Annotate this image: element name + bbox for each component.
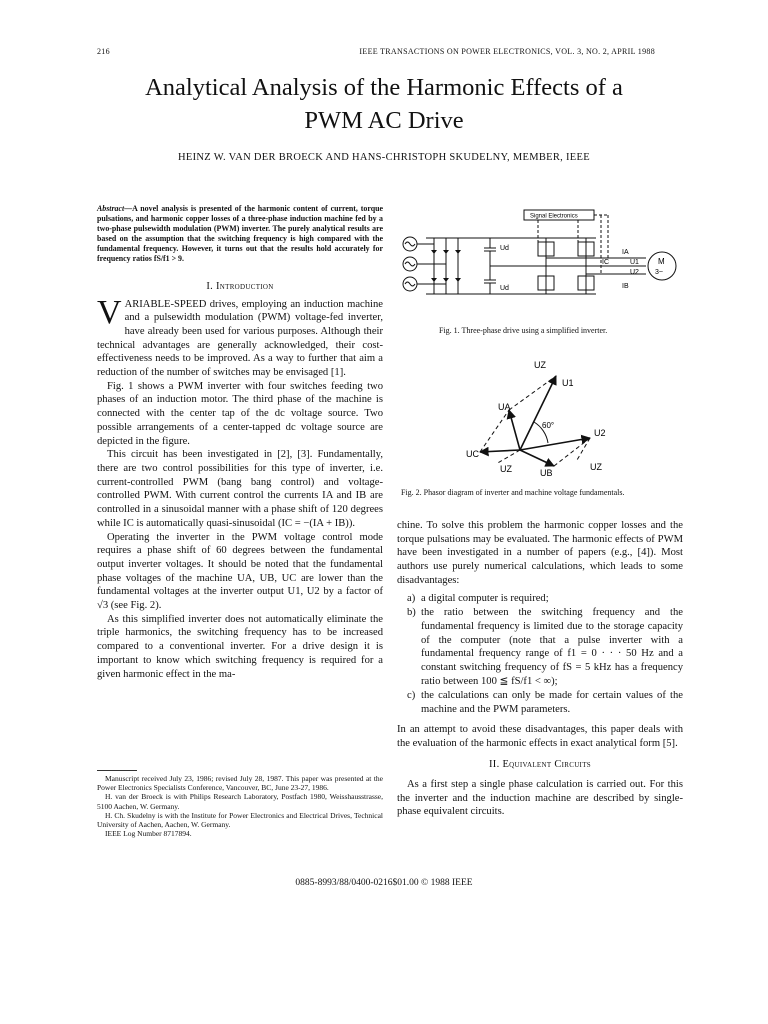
abstract-text: —A novel analysis is presented of the harmonic content of current, torque pulsations, and harmonic copper losses of a three-phase induction machine fed by a two-phase pulsewidth modulation (PWM) inverter. The purely analytical results are based on the assumption that the switching frequency is high compared with the fundamental frequency. However, it turns out that the results hold accurately for frequency ratios fS/f1 > 9. bbox=[97, 204, 383, 264]
phasor-uz-bottom-right: UZ bbox=[590, 462, 602, 472]
footnotes bbox=[97, 774, 383, 838]
right-paragraph-3: As a first step a single phase calculation is carried out. For this the inverter and the induction machine are described by single-phase equivalent circuits. bbox=[397, 778, 683, 818]
signal-electronics-label: Signal Electronics bbox=[530, 213, 578, 220]
list-item-text: the ratio between the switching frequency and the fundamental frequency is limited due to the storage capacity of the computer (note that a pulse inverter with a fundamental frequency range of f1 = 0 · · · 50 Hz and a constant switching frequency of fS = 5 kHz has a frequency ratio between 100 ≦ fS/f1 < ∞); bbox=[421, 607, 683, 687]
figure-1 bbox=[396, 204, 686, 316]
u2-label: U2 bbox=[630, 269, 639, 276]
phasor-uz-bottom-left: UZ bbox=[500, 464, 512, 474]
ud-bottom-label: Ud bbox=[500, 285, 509, 292]
footnote-4: IEEE Log Number 8717894. bbox=[105, 829, 192, 839]
right-column bbox=[397, 519, 683, 819]
phasor-angle: 60° bbox=[542, 421, 555, 430]
u1-label: U1 bbox=[630, 259, 639, 266]
list-item bbox=[397, 592, 683, 606]
list-item-label: a) bbox=[407, 592, 416, 604]
abstract-label: Abstract bbox=[97, 204, 125, 213]
ib-label: IB bbox=[622, 283, 629, 290]
intro-paragraph-5: As this simplified inverter does not automatically eliminate the triple harmonics, the switching frequency has to be increased compared to a conventional inverter. For a drive design it is important to know which switching frequency is required for a given harmonic effect in the ma- bbox=[97, 613, 383, 680]
section-heading-equivalent-circuits: II. Equivalent Circuits bbox=[489, 759, 591, 771]
ud-top-label: Ud bbox=[500, 245, 509, 252]
footnote-1: Manuscript received July 23, 1986; revised July 28, 1987. This paper was presented at the Power Electronics Specialists Conference, Vancouver, BC, June 23-27, 1986. bbox=[97, 774, 383, 793]
footnote-3: H. Ch. Skudelny is with the Institute for Power Electronics and Electrical Drives, Technical University of Aachen, Aachen, W. Germany. bbox=[97, 810, 383, 830]
right-paragraph-2: In an attempt to avoid these disadvantages, this paper deals with the evaluation of the harmonic effects in exact analytical form [5]. bbox=[397, 723, 683, 749]
introduction-body bbox=[97, 293, 383, 682]
list-item-text: the calculations can only be made for certain values of the machine and the PWM parameters. bbox=[421, 690, 683, 716]
circuit-diagram bbox=[396, 204, 686, 316]
right-paragraph-1: chine. To solve this problem the harmonic copper losses and the torque pulsations may be evaluated. The harmonic effects of PWM have been investigated in a number of papers (e.g., [4]). Most authors use purely numerical calculations, which leads to some disadvantages: bbox=[397, 520, 683, 586]
abstract bbox=[97, 204, 383, 265]
motor-m-label: M bbox=[658, 257, 665, 266]
phasor-ub: UB bbox=[540, 468, 553, 478]
figure-2 bbox=[462, 354, 612, 484]
ic-label: IC bbox=[602, 259, 609, 266]
list-item-label: c) bbox=[407, 690, 416, 702]
footnote-2: H. van der Broeck is with Philips Research Laboratory, Postfach 1980, Weisshausstrasse, 5100 Aachen, W. Germany. bbox=[97, 792, 383, 811]
list-item bbox=[397, 689, 683, 716]
motor-3-label: 3~ bbox=[655, 269, 663, 276]
list-item-label: b) bbox=[407, 607, 416, 619]
phasor-diagram bbox=[462, 354, 612, 484]
phasor-ua: UA bbox=[498, 402, 511, 412]
page-number: 216 bbox=[97, 47, 110, 56]
intro-paragraph-4: Operating the inverter in the PWM voltage control mode requires a phase shift of 60 degrees between the fundamental output inverter voltages. It should be noted that the fundamental phase voltages of the machine UA, UB, UC are lower than the fundamental voltages at the inverter output U1, U2 by a factor of √3 (see Fig. 2). bbox=[97, 531, 383, 612]
figure-1-caption: Fig. 1. Three-phase drive using a simplified inverter. bbox=[439, 326, 608, 335]
paper-title-line1: Analytical Analysis of the Harmonic Effects of a bbox=[145, 74, 623, 101]
footnote-divider bbox=[97, 770, 383, 771]
copyright-line: 0885-8993/88/0400-0216$01.00 © 1988 IEEE bbox=[295, 878, 473, 888]
phasor-uz-top: UZ bbox=[534, 360, 546, 370]
intro-paragraph-3: This circuit has been investigated in [2], [3]. Fundamentally, there are two control possibilities for this type of inverter, i.e. current-controlled PWM (bang bang control) and voltage-controlled PWM. With current control the currents IA and IB are controlled in a sinusoidal manner with a phase shift of 120 degrees while IC is automatically quasi-sinusoidal (IC = −(IA + IB)). bbox=[97, 449, 383, 529]
paper-title-line2: PWM AC Drive bbox=[304, 107, 464, 134]
list-item-text: a digital computer is required; bbox=[421, 592, 549, 604]
phasor-u1: U1 bbox=[562, 378, 574, 388]
phasor-u2: U2 bbox=[594, 428, 606, 438]
running-header: IEEE TRANSACTIONS ON POWER ELECTRONICS, VOL. 3, NO. 2, APRIL 1988 bbox=[359, 47, 655, 56]
list-item bbox=[397, 606, 683, 688]
left-column bbox=[97, 204, 383, 681]
figure-2-caption: Fig. 2. Phasor diagram of inverter and machine voltage fundamentals. bbox=[401, 488, 625, 497]
authors: HEINZ W. VAN DER BROECK AND HANS-CHRISTOPH SKUDELNY, MEMBER, IEEE bbox=[178, 152, 590, 163]
dropcap: V bbox=[97, 293, 122, 331]
phasor-uc: UC bbox=[466, 449, 479, 459]
section-heading-introduction: I. Introduction bbox=[206, 280, 274, 292]
intro-paragraph-1: ARIABLE-SPEED drives, employing an induction machine and a pulsewidth modulation (PWM) voltage-fed inverter, have already been used for various purposes. Although their technical advantages are generally acknowledged, their cost-effectiveness needs to be improved. As a way to further that aim a reduction of the number of switches may be envisaged [1]. bbox=[97, 298, 383, 379]
disadvantages-list bbox=[397, 592, 683, 717]
ia-label: IA bbox=[622, 249, 629, 256]
intro-paragraph-2: Fig. 1 shows a PWM inverter with four switches feeding two phases of an induction motor. The third phase of the machine is connected with the center tap of the dc voltage source. Two possible arrangements of a center-tapped dc voltage source are depicted in the figure. bbox=[97, 380, 383, 447]
